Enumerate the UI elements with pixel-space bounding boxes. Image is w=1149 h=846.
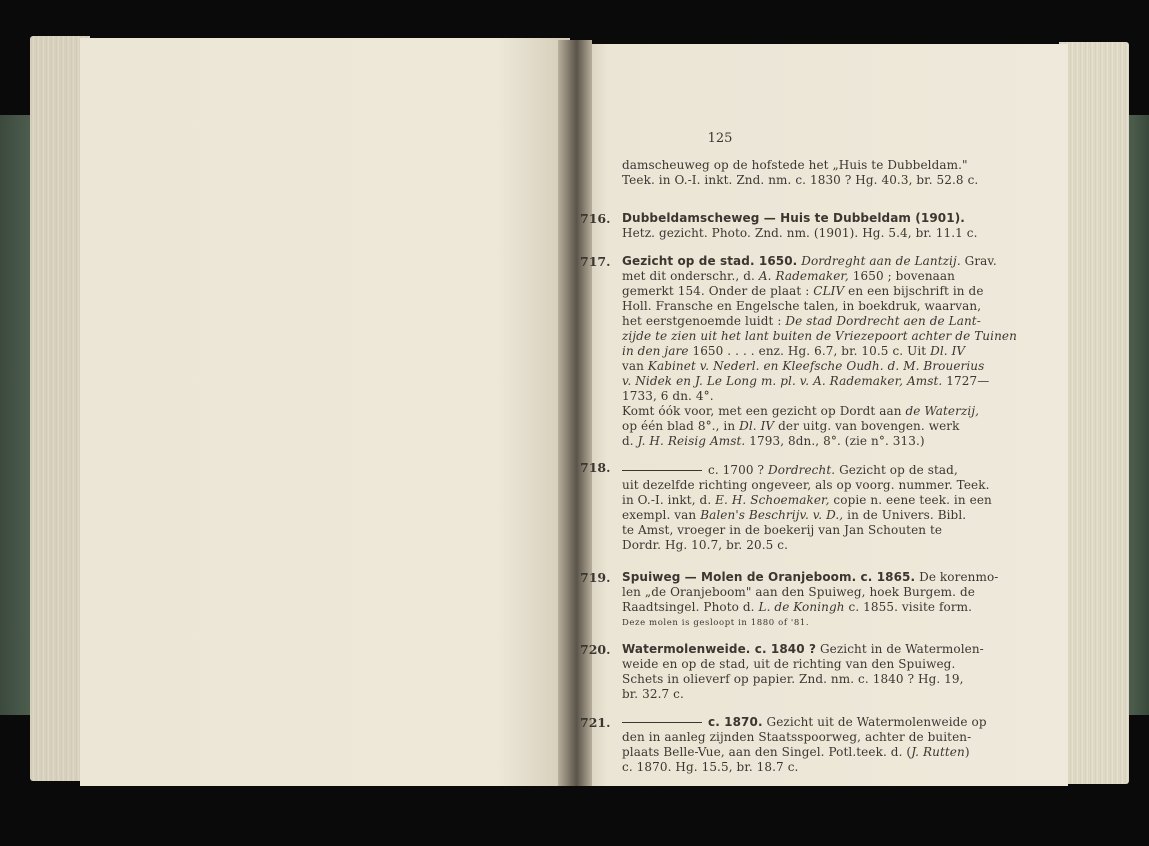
ditto-dash <box>622 470 702 471</box>
page-number: 125 <box>707 131 733 146</box>
entry-number-717: 717. <box>580 254 611 269</box>
entry-717-line-10: 1733, 6 dn. 4°. <box>622 389 714 403</box>
entry-720-line-2: weide en op de stad, uit de richting van den Spuiweg. <box>622 657 956 671</box>
entry-717-line-13: d. J. H. Reisig Amst. 1793, 8dn., 8°. (zie n°. 313.) <box>622 434 925 448</box>
ditto-dash <box>622 722 702 723</box>
entry-718-line-2: uit dezelfde richting ongeveer, als op voorg. nummer. Teek. <box>622 478 990 492</box>
entry-718-line-6: Dordr. Hg. 10.7, br. 20.5 c. <box>622 538 789 552</box>
entry-719-note: Deze molen is gesloopt in 1880 of '81. <box>622 618 810 628</box>
entry-718-line-4: exempl. van Balen's Beschrijv. v. D., in de Univers. Bibl. <box>622 508 967 522</box>
entry-717-line-9: v. Nidek en J. Le Long m. pl. v. A. Rademaker, Amst. 1727— <box>622 374 990 388</box>
entry-717-line-2: met dit onderschr., d. A. Rademaker, 1650 ; bovenaan <box>622 269 956 283</box>
entry-720-line-3: Schets in olieverf op papier. Znd. nm. c. 1840 ? Hg. 19, <box>622 672 964 686</box>
entry-716-line-1 <box>622 211 965 226</box>
entry-717-line-8: van Kabinet v. Nederl. en Kleefsche Oudh. d. M. Brouerius <box>622 359 985 373</box>
entry-721-line-1: c. 1870. Gezicht uit de Watermolenweide op <box>622 715 987 730</box>
entry-721-line-2: den in aanleg zijnden Staatsspoorweg, achter de buiten- <box>622 730 972 744</box>
entry-717-line-4: Holl. Fransche en Engelsche talen, in boekdruk, waarvan, <box>622 299 982 313</box>
entry-719-line-1: Spuiweg — Molen de Oranjeboom. c. 1865. De korenmo- <box>622 570 999 584</box>
entry-719-line-2: len „de Oranjeboom" aan den Spuiweg, hoek Burgem. de <box>622 585 975 599</box>
entry-721-line-4: c. 1870. Hg. 15.5, br. 18.7 c. <box>622 760 799 774</box>
entry-717-line-6: zijde te zien uit het lant buiten de Vriezepoort achter de Tuinen <box>622 329 1017 343</box>
entry-number-720: 720. <box>580 642 611 657</box>
entry-716-line-2: Hetz. gezicht. Photo. Znd. nm. (1901). Hg. 5.4, br. 11.1 c. <box>622 226 978 240</box>
entry-717-line-7: in den jare 1650 . . . . enz. Hg. 6.7, br. 10.5 c. Uit Dl. IV <box>622 344 966 358</box>
entry-720-line-1: Watermolenweide. c. 1840 ? Gezicht in de Watermolen- <box>622 642 984 656</box>
entry-719-line-3: Raadtsingel. Photo d. L. de Koningh c. 1855. visite form. <box>622 600 973 614</box>
entry-717-line-11: Komt óók voor, met een gezicht op Dordt aan de Waterzij, <box>622 404 980 418</box>
entry-717-line-5: het eerstgenoemde luidt : De stad Dordrecht aen de Lant- <box>622 314 981 328</box>
entry-720-line-4: br. 32.7 c. <box>622 687 684 701</box>
entry-718-line-3: in O.-I. inkt, d. E. H. Schoemaker, copie n. eene teek. in een <box>622 493 992 507</box>
entry-721-line-3: plaats Belle-Vue, aan den Singel. Potl.teek. d. (J. Rutten) <box>622 745 970 759</box>
entry-717-line-1: Gezicht op de stad. 1650. Dordreght aan de Lantzij. Grav. <box>622 254 997 268</box>
entry-number-721: 721. <box>580 715 611 730</box>
entry-718-line-5: te Amst, vroeger in de boekerij van Jan Schouten te <box>622 523 943 537</box>
entry-number-718: 718. <box>580 460 611 475</box>
entry-717-line-12: op één blad 8°., in Dl. IV der uitg. van bovengen. werk <box>622 419 960 433</box>
entry-716-title: Dubbeldamscheweg — Huis te Dubbeldam (1901). <box>622 211 965 225</box>
entry-718-line-1: c. 1700 ? Dordrecht. Gezicht op de stad, <box>622 463 958 478</box>
entry-number-716: 716. <box>580 211 611 226</box>
entry-717-line-3: gemerkt 154. Onder de plaat : CLIV en een bijschrift in de <box>622 284 984 298</box>
intro-line-1: damscheuweg op de hofstede het „Huis te Dubbeldam." <box>622 158 968 172</box>
entry-number-719: 719. <box>580 570 611 585</box>
intro-line-2: Teek. in O.-I. inkt. Znd. nm. c. 1830 ? Hg. 40.3, br. 52.8 c. <box>622 173 979 187</box>
